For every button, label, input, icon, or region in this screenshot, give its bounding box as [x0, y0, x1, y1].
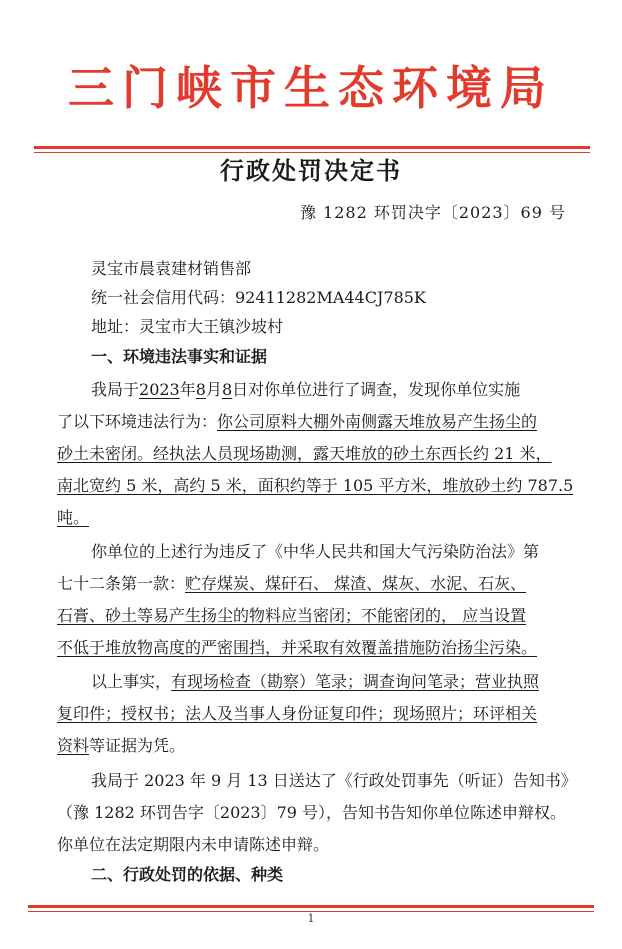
para2-line4: 不低于堆放物高度的严密围挡，并采取有效覆盖措施防治扬尘污染。: [57, 638, 538, 657]
document-title: 行政处罚决定书: [220, 156, 402, 185]
agency-name: 三门峡市生态环境局: [68, 61, 554, 115]
header-red-rule-thick: [34, 146, 590, 149]
para2-line1: 你单位的上述行为违反了《中华人民共和国大气污染防治法》第: [91, 542, 540, 561]
para4-line2: （豫 1282 环罚告字〔2023〕79 号），告知书告知你单位陈述申辩权。: [57, 803, 567, 822]
para4-line3: 你单位在法定期限内未申请陈述申辩。: [57, 835, 330, 854]
section-1-heading: 一、环境违法事实和证据: [91, 347, 268, 366]
para2-line3: 石膏、砂土等易产生扬尘的物料应当密闭；不能密闭的， 应当设置: [57, 606, 527, 625]
para1-line4: 南北宽约 5 米，高约 5 米，面积约等于 105 平方米，堆放砂土约 787.5: [57, 476, 574, 495]
para3-line3: 资料等证据为凭。: [57, 736, 186, 755]
party-name: 灵宝市晨袁建材销售部: [91, 259, 252, 278]
para1-line3: 砂土未密闭。经执法人员现场勘测，露天堆放的砂土东西长约 21 米，: [57, 444, 552, 463]
para3-line1: 以上事实，有现场检查（勘察）笔录；调查询问笔录；营业执照: [91, 672, 540, 691]
party-address: 地址：灵宝市大王镇沙坡村: [91, 317, 284, 336]
document-number: 豫 1282 环罚决字〔2023〕69 号: [299, 203, 566, 222]
para1-line5: 吨。: [57, 508, 90, 527]
para2-line2: 七十二条第一款：贮存煤炭、煤矸石、 煤渣、煤灰、水泥、石灰、: [57, 574, 527, 593]
party-credit-code: 统一社会信用代码：92411282MA44CJ785K: [91, 288, 426, 307]
footer-red-rule-thick: [28, 905, 594, 908]
para4-line1: 我局于 2023 年 9 月 13 日送达了《行政处罚事先（听证）告知书》: [91, 771, 577, 790]
section-2-heading: 二、行政处罚的依据、种类: [91, 865, 284, 884]
page-number: 1: [307, 912, 315, 925]
para1-line2: 了以下环境违法行为：你公司原料大棚外南侧露天堆放易产生扬尘的: [57, 412, 538, 431]
para3-line2: 复印件；授权书；法人及当事人身份证复印件；现场照片；环评相关: [57, 704, 538, 723]
header-red-rule-thin: [34, 152, 590, 153]
para1-line1: 我局于2023年8月8日对你单位进行了调查，发现你单位实施: [91, 380, 521, 399]
